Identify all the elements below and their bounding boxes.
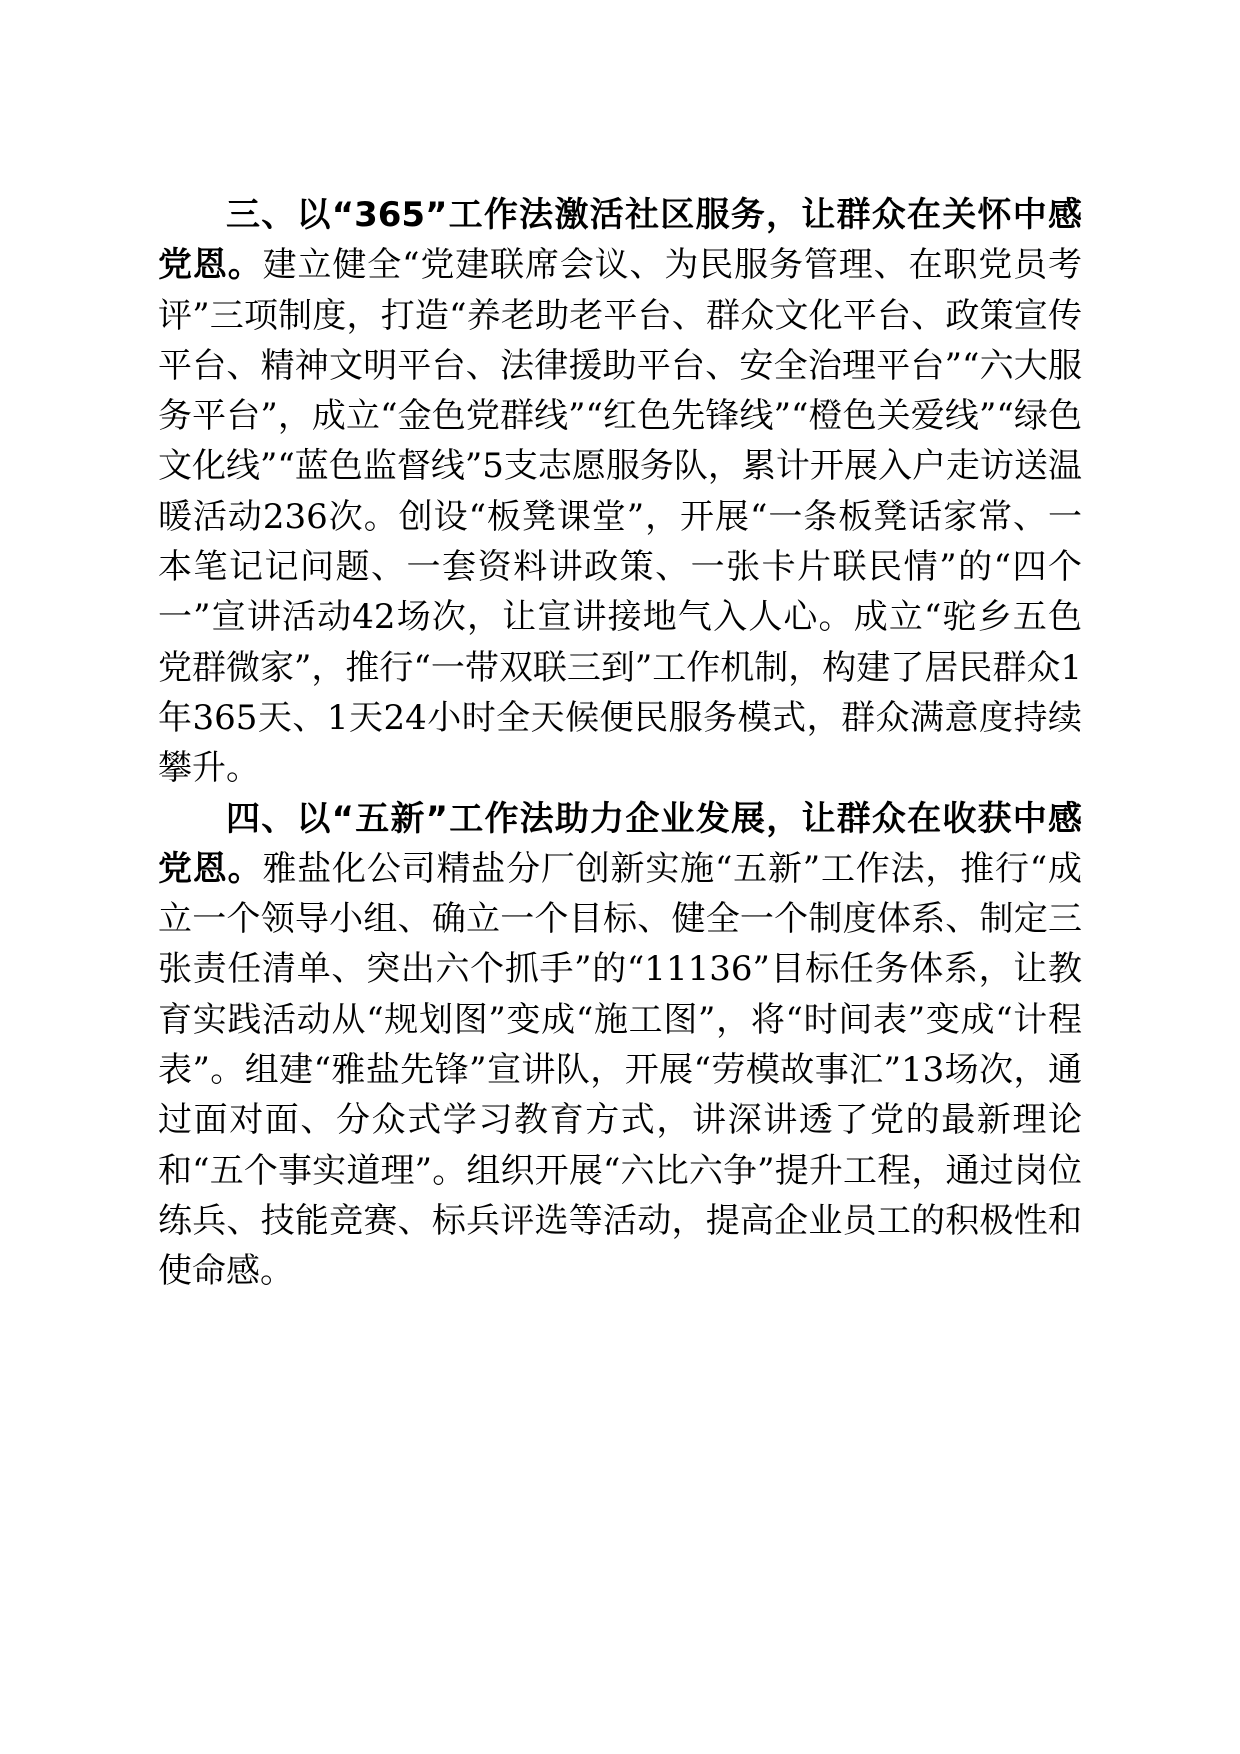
document-body (158, 190, 1082, 1297)
section-4-heading: 四、以“五新”工作法助力企业发展，让群众在收获中感党恩。 (158, 798, 1082, 889)
section-3-heading: 三、以“365”工作法激活社区服务，让群众在关怀中感党恩。 (158, 195, 1082, 286)
paragraph-section-3 (158, 190, 1082, 794)
section-3-body: 建立健全“党建联席会议、为民服务管理、在职党员考评”三项制度，打造“养老助老平台、群众文化平台、政策宣传平台、精神文明平台、法律援助平台、安全治理平台”“六大服务平台”，成立“金色党群线”“红色先锋线”“橙色关爱线”“绿色文化线”“蓝色监督线”5支志愿服务队，累计开展入户走访送温暖活动236次。创设“板凳课堂”，开展“一条板凳话家常、一本笔记记问题、一套资料讲政策、一张卡片联民情”的“四个一”宣讲活动42场次，让宣讲接地气入人心。成立“驼乡五色党群微家”，推行“一带双联三到”工作机制，构建了居民群众1年365天、1天24小时全天候便民服务模式，群众满意度持续攀升。 (158, 245, 1082, 789)
paragraph-section-4 (158, 794, 1082, 1297)
section-4-body: 雅盐化公司精盐分厂创新实施“五新”工作法，推行“成立一个领导小组、确立一个目标、健全一个制度体系、制定三张责任清单、突出六个抓手”的“11136”目标任务体系，让教育实践活动从“规划图”变成“施工图”，将“时间表”变成“计程表”。组建“雅盐先锋”宣讲队，开展“劳模故事汇”13场次，通过面对面、分众式学习教育方式，讲深讲透了党的最新理论和“五个事实道理”。组织开展“六比六争”提升工程，通过岗位练兵、技能竞赛、标兵评选等活动，提高企业员工的积极性和使命感。 (158, 848, 1082, 1292)
